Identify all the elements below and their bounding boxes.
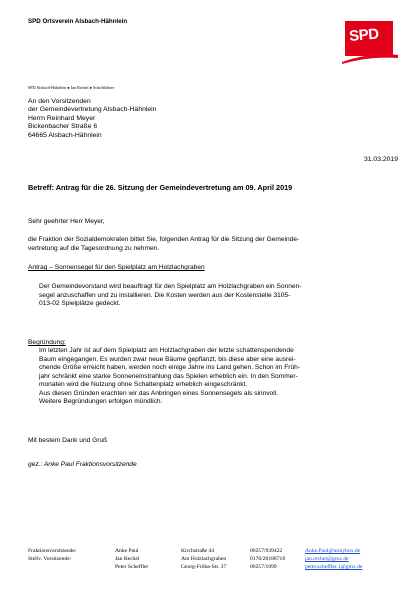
begruendung-line: Aus diesen Gründen erachten wir das Anbringen eines Sonnensegels als sinnvoll. — [39, 389, 278, 397]
footer-name: Anke Paul — [115, 548, 139, 554]
begruendung-line: chende Größe erreicht haben, werden noch einige Jahre ins Land gehen. Schon im Früh- — [39, 364, 300, 371]
footer-phone: 0176/20188718 — [250, 556, 286, 562]
begruendung-line: Baum eingegangen. Es wurden zwar neue Bäume gepflanzt, bis diese aber eine ausrei- — [39, 355, 296, 363]
antrag-line: Der Gemeindevorstand wird beauftragt für den Spielplatz am Holzlachgraben ein Sonnen- — [39, 283, 302, 290]
closing-line: Mit bestem Dank und Gruß — [28, 437, 108, 444]
footer-street: Georg-Fröba-Str. 37 — [181, 564, 227, 570]
footer-phone: 06257/1099 — [250, 564, 277, 570]
footer-name: Peter Scheffler — [115, 564, 149, 570]
footer-email-link[interactable]: peter.scheffler.1@gmx.de — [305, 564, 363, 570]
intro-line: die Fraktion der Sozialdemokraten bittet Sie, folgenden Antrag für die Sitzung der Gemeinde- — [28, 236, 300, 243]
footer-role: Fraktionsvorsitzende: — [28, 548, 77, 554]
address-line: Herrn Reinhard Meyer — [28, 114, 96, 122]
org-name: SPD Ortsverein Alsbach-Hähnlein — [28, 18, 128, 25]
address-line: 64665 Alsbach-Hähnlein — [28, 131, 102, 139]
address-line: An den Vorsitzenden — [28, 98, 91, 105]
begruendung-line: monaten wird die Nutzung ohne Schattenplatz erheblich eingeschränkt. — [39, 381, 248, 388]
address-line: der Gemeindevertretung Alsbach-Hähnlein — [28, 106, 157, 114]
footer-roles — [28, 547, 76, 571]
footer-phones — [250, 547, 285, 571]
begruendung-paragraph — [39, 347, 300, 407]
letter-date: 31.03.2019 — [363, 156, 398, 163]
recipient-address — [28, 98, 156, 140]
begruendung-line: jahr schränkt eine starke Sonneneinstrahlung das Spielen erheblich ein. In den Sommer- — [39, 372, 298, 380]
signature-name: gez.: Anke Paul — [28, 461, 74, 468]
salutation: Sehr geehrter Herr Meyer, — [28, 218, 105, 225]
footer-name: Jan Rechel — [115, 556, 140, 562]
signature — [28, 461, 137, 470]
begruendung-line: Im letzten Jahr ist auf dem Spielplatz am Holzlachgraben der letzte schattenspendende — [39, 347, 294, 354]
footer-street: Kirchstraße 44 — [181, 548, 215, 554]
intro-line: vertretung auf die Tagesordnung zu nehmen. — [28, 244, 160, 252]
footer-street: Am Holzlachgraben — [181, 556, 227, 562]
subject-line: Betreff: Antrag für die 26. Sitzung der Gemeindevertretung am 09. April 2019 — [28, 183, 293, 192]
spd-logo-text: SPD — [348, 25, 380, 45]
footer-contacts — [0, 547, 412, 577]
footer-names — [115, 547, 148, 571]
footer-email-link[interactable]: Anke.Paul@unitybox.de — [305, 548, 361, 554]
sender-line: SPD Alsbach-Hähnlein ● Jan Rechel ● Schriftführer — [28, 85, 115, 90]
footer-role — [28, 563, 76, 571]
address-line: Bickenbacher Straße 6 — [28, 123, 98, 131]
antrag-line: 013-02 Spielplätze gedeckt. — [39, 300, 121, 307]
intro-paragraph — [28, 236, 299, 253]
footer-streets — [181, 547, 226, 571]
footer-role: Stellv. Vorsitzende: — [28, 556, 72, 562]
antrag-line: segel anzuschaffen und zu installieren. Die Kosten werden aus der Kostenstelle 3105- — [39, 291, 291, 299]
antrag-heading: Antrag – Sonnensegel für den Spielplatz am Holzlachgraben — [28, 264, 205, 271]
footer-email-link[interactable]: jan.rechel@gmx.de — [305, 556, 349, 562]
begruendung-heading: Begründung: — [28, 339, 66, 346]
logo-swoosh-icon — [340, 50, 400, 64]
footer-phone: 06257/939422 — [250, 548, 283, 554]
signature-title: Fraktionsvorsitzende — [73, 461, 137, 468]
footer-emails — [305, 547, 362, 571]
antrag-paragraph — [39, 283, 301, 309]
begruendung-line: Weitere Begründungen erfolgen mündlich. — [39, 398, 163, 405]
